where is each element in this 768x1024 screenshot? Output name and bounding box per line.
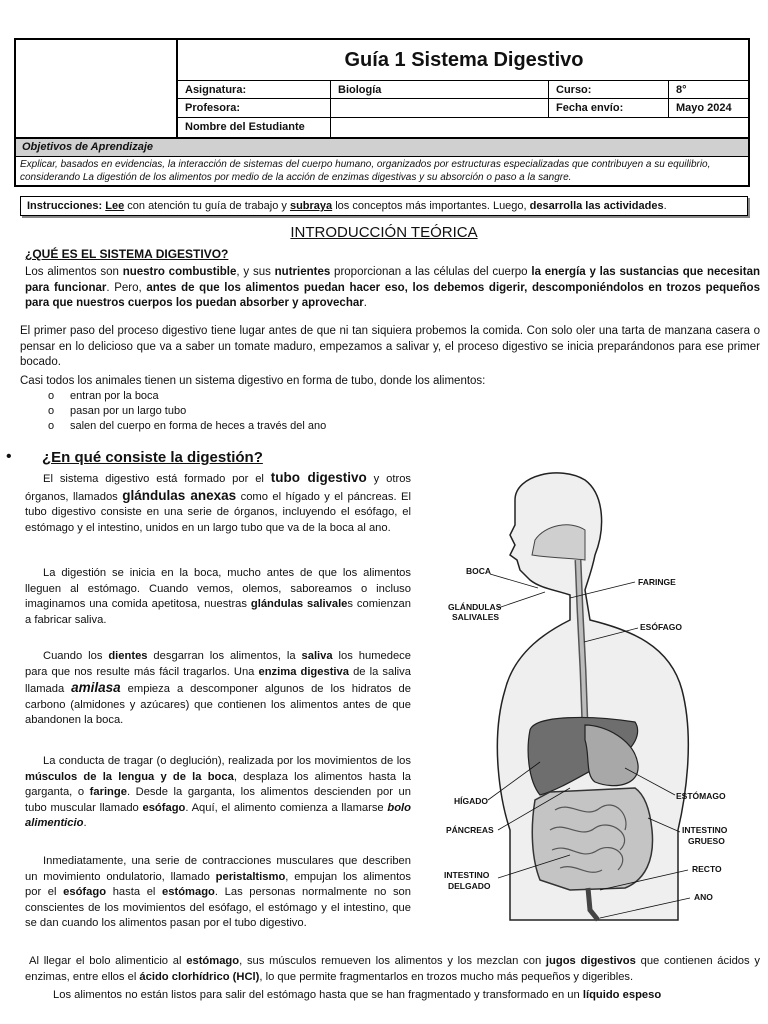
curso-value: 8° bbox=[668, 81, 750, 100]
label-intestino-delgado-1: INTESTINO bbox=[444, 870, 490, 880]
label-ano: ANO bbox=[694, 892, 713, 902]
profesora-label: Profesora: bbox=[185, 102, 241, 114]
fecha-value: Mayo 2024 bbox=[668, 99, 750, 118]
fecha-label: Fecha envío: bbox=[548, 99, 668, 118]
list-item: o entran por la boca bbox=[48, 390, 159, 402]
row-profesora bbox=[178, 98, 750, 118]
instructions-text-3: . bbox=[663, 200, 667, 212]
label-glandulas-2: SALIVALES bbox=[452, 612, 500, 622]
logo-placeholder bbox=[16, 40, 178, 137]
label-recto: RECTO bbox=[692, 864, 722, 874]
label-intestino-grueso-2: GRUESO bbox=[688, 836, 725, 846]
instructions-desarrolla: desarrolla las actividades bbox=[529, 200, 664, 212]
instructions-text-2: los conceptos más importantes. Luego, bbox=[332, 200, 530, 212]
objetivos-label: Objetivos de Aprendizaje bbox=[16, 137, 748, 156]
intro-question: ¿QUÉ ES EL SISTEMA DIGESTIVO? bbox=[25, 247, 229, 261]
section-paragraph-2: La digestión se inicia en la boca, mucho antes de que los alimentos lleguen al estómago. Cuando vemos, olemos, saboreamos o incluso imaginamos una comida apetitosa, nuestras glándulas salivales comienzan a fabricar saliva. bbox=[25, 567, 411, 626]
digestive-system-diagram bbox=[420, 470, 765, 945]
label-esofago: ESÓFAGO bbox=[640, 622, 683, 632]
row-estudiante bbox=[178, 117, 750, 137]
page-title: Guía 1 Sistema Digestivo bbox=[344, 49, 584, 71]
profesora-value[interactable] bbox=[330, 99, 548, 118]
estudiante-label: Nombre del Estudiante bbox=[185, 121, 305, 133]
label-faringe: FARINGE bbox=[638, 577, 676, 587]
intro-title: INTRODUCCIÓN TEÓRICA bbox=[290, 224, 478, 241]
label-boca: BOCA bbox=[466, 566, 492, 576]
list-item: o pasan por un largo tubo bbox=[48, 405, 187, 417]
intro-paragraph-2: El primer paso del proceso digestivo tiene lugar antes de que ni tan siquiera probemos la comida. Con solo oler una tarta de manzana casera o pensar en lo delicioso que va a saber un tomate maduro, empezamos a salivar y, el proceso digestivo se inicia preparándonos para ese primer bocado. bbox=[20, 325, 760, 368]
section-paragraph-7: Los alimentos no están listos para salir del estómago hasta que se han fragmentado y transformado en un líquido espeso bbox=[53, 989, 662, 1001]
estudiante-field[interactable] bbox=[330, 118, 750, 137]
instructions-box bbox=[20, 196, 748, 216]
label-glandulas-1: GLÁNDULAS bbox=[448, 602, 502, 612]
instructions-label: Instrucciones: bbox=[27, 200, 103, 212]
curso-label: Curso: bbox=[548, 81, 668, 100]
large-intestine-shape bbox=[532, 788, 652, 890]
label-estomago: ESTÓMAGO bbox=[676, 791, 726, 801]
instructions-lee: Lee bbox=[105, 200, 125, 212]
section-paragraph-4: La conducta de tragar (o deglución), realizada por los movimientos de los músculos de la lengua y de la boca, desplaza los alimentos hasta la garganta, o faringe. Desde la garganta, los alimentos descienden por un tubo muscular llamado esófago. Aquí, el alimento comienza a llamarse bolo alimenticio. bbox=[25, 755, 411, 829]
intro-paragraph-3: Casi todos los animales tienen un sistema digestivo en forma de tubo, donde los alimentos: bbox=[20, 375, 486, 387]
bullet-dot: • bbox=[6, 448, 12, 465]
asignatura-value: Biología bbox=[330, 81, 548, 100]
instructions-subraya: subraya bbox=[289, 200, 333, 212]
section-paragraph-5: Inmediatamente, una serie de contracciones musculares que describen un movimiento ondulatorio, llamado peristaltismo, empujan los alimentos por el esófago hasta el estómago. Las personas normalmente no son conscientes de los movimientos del esófago, el estómago y el intestino, que se dan cuando los alimentos pasan por el tubo digestivo. bbox=[25, 855, 412, 929]
section-paragraph-1: El sistema digestivo está formado por el tubo digestivo y otros órganos, llamados glándulas anexas como el hígado y el páncreas. El tubo digestivo consiste en una serie de órganos, incluyendo el esófago, el estómago y el intestino, unidos en un largo tubo que va de la boca al ano. bbox=[25, 470, 412, 534]
header-table bbox=[14, 38, 750, 187]
label-intestino-grueso-1: INTESTINO bbox=[682, 825, 728, 835]
asignatura-label: Asignatura: bbox=[185, 84, 247, 96]
instructions-text-1: con atención tu guía de trabajo y bbox=[124, 200, 290, 212]
section-heading: ¿En qué consiste la digestión? bbox=[42, 449, 263, 466]
intro-paragraph-1: Los alimentos son nuestro combustible, y sus nutrientes proporcionan a las células del cuerpo la energía y las sustancias que necesitan para funcionar. Pero, antes de que los alimentos puedan hacer eso, los debemos digerir, descomponiéndolos en trozos pequeños para que nuestros cuerpos los puedan absorber y aprovechar. bbox=[25, 266, 760, 309]
label-intestino-delgado-2: DELGADO bbox=[448, 881, 491, 891]
section-paragraph-6: Al llegar el bolo alimenticio al estómago, sus músculos remueven los alimentos y los mezclan con jugos digestivos que contienen ácidos y enzimas, entre ellos el ácido clorhídrico (HCl), lo que permite fragmentarlos en trozos mucho más pequeños y digeribles. bbox=[25, 955, 760, 983]
row-asignatura bbox=[178, 80, 750, 100]
section-paragraph-3: Cuando los dientes desgarran los alimentos, la saliva los humedece para que nos resulte más fácil tragarlos. Una enzima digestiva de la saliva llamada amilasa empieza a descomponer algunos de los hidratos de carbono (almidones y azúcares) que contienen los alimentos antes de que abandonen la boca. bbox=[25, 650, 411, 726]
objetivos-text: Explicar, basados en evidencias, la interacción de sistemas del cuerpo humano, organizados por estructuras especializadas que contribuyen a su equilibrio, considerando La digestión de los alimentos por medio de la acción de enzimas digestivas y su absorción o paso a la sangre. bbox=[16, 156, 748, 185]
label-pancreas: PÁNCREAS bbox=[446, 825, 494, 835]
list-item: o salen del cuerpo en forma de heces a través del ano bbox=[48, 420, 327, 432]
label-higado: HÍGADO bbox=[454, 796, 488, 806]
